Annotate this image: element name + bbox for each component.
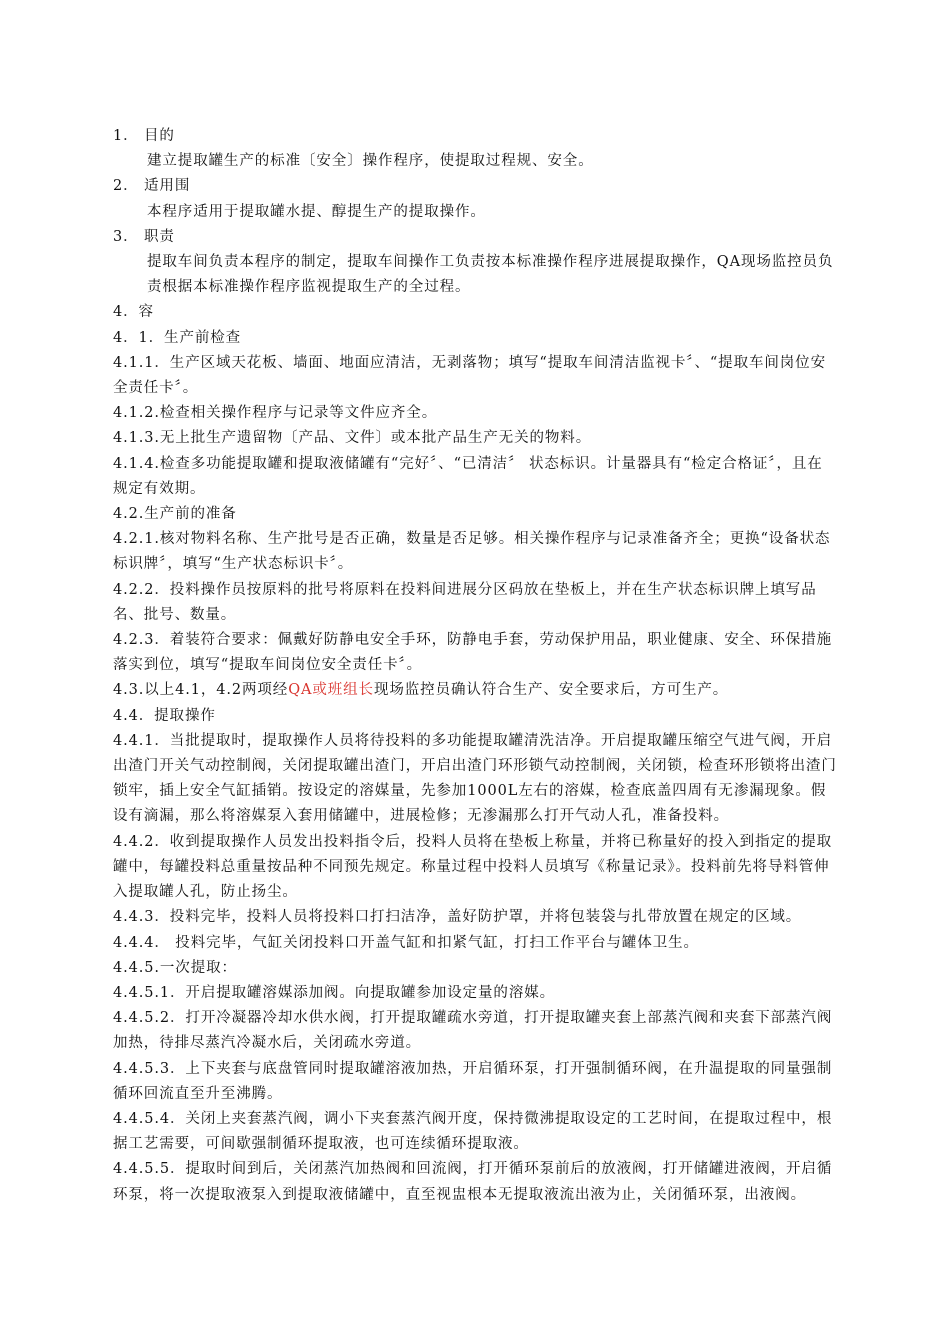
section-heading-scope: 2． 适用围 [113,178,191,195]
paragraph-4-3 [113,678,837,703]
paragraph-responsibility: 提取车间负责本程序的制定，提取车间操作工负责按本标准操作程序进展提取操作，QA现场监控员负责根据本标准操作程序监视提取生产的全过程。 [147,254,834,296]
paragraph-4-2-3: 4.2.3．着装符合要求：佩戴好防静电安全手环，防静电手套，劳动保护用品，职业健康、安全、环保措施落实到位，填写“提取车间岗位安全责任卡〞。 [113,632,832,674]
section-heading-responsibility: 3． 职责 [113,228,175,245]
subheading-4-2: 4.2.生产前的准备 [113,506,237,523]
highlighted-qa-text: QA或班组长 [288,682,374,699]
paragraph-scope: 本程序适用于提取罐水提、醇提生产的提取操作。 [147,203,486,220]
paragraph-4-4-5-4: 4.4.5.4．关闭上夹套蒸汽阀，调小下夹套蒸汽阀开度，保持微沸提取设定的工艺时间，在提取过程中，根据工艺需要，可间歇强制循环提取液，也可连续循环提取液。 [113,1110,833,1153]
paragraph-4-2-1: 4.2.1.核对物料名称、生产批号是否正确，数量是否足够。相关操作程序与记录准备齐全；更换“设备状态标识牌〞，填写“生产状态标识卡〞。 [113,531,831,573]
paragraph-4-4-5-2: 4.4.5.2．打开冷凝器冷却水供水阀，打开提取罐疏水旁道，打开提取罐夹套上部蒸汽阀和夹套下部蒸汽阀加热，待排尽蒸汽冷凝水后，关闭疏水旁道。 [113,1010,833,1052]
paragraph-4-4-1: 4.4.1．当批提取时，提取操作人员将待投料的多功能提取罐清洗洁净。开启提取罐压缩空气进气阀，开启出渣门开关气动控制阀，关闭提取罐出渣门，开启出渣门环形锁气动控制阀，关闭锁，检查环形锁将出渣门锁牢，插上安全气缸插销。按设定的溶媒量，先参加1000L左右的溶媒，检查底盖四周有无渗漏现象。假设有滴漏，那么将溶媒泵入套用储罐中，进展检修；无渗漏那么打开气动人孔，准备投料。 [113,732,837,825]
paragraph-4-3-text-after: 现场监控员确认符合生产、安全要求后，方可生产。 [373,682,729,699]
paragraph-4-1-2: 4.1.2.检查相关操作程序与记录等文件应齐全。 [113,405,438,422]
paragraph-4-4-3: 4.4.3．投料完毕，投料人员将投料口打扫洁净，盖好防护罩，并将包装袋与扎带放置在规定的区域。 [113,909,802,926]
subheading-4-4-5: 4.4.5.一次提取： [113,959,237,976]
paragraph-4-2-2: 4.2.2．投料操作员按原料的批号将原料在投料间进展分区码放在垫板上，并在生产状态标识牌上填写品名、批号、数量。 [113,581,817,623]
paragraph-4-4-5-5: 4.4.5.5．提取时间到后，关闭蒸汽加热阀和回流阀，打开循环泵前后的放液阀，打开储罐进液阀，开启循环泵，将一次提取液泵入到提取液储罐中，直至视盅根本无提取液流出液为止，关闭循环泵，出液阀。 [113,1161,833,1203]
subheading-4-4: 4.4．提取操作 [113,707,216,724]
paragraph-4-3-text-before: 4.3.以上4.1，4.2两项经 [113,682,289,699]
paragraph-4-1-1: 4.1.1．生产区域天花板、墙面、地面应清洁，无剥落物；填写“提取车间清洁监视卡〞、“提取车间岗位安全责任卡〞。 [113,354,826,397]
paragraph-4-4-2: 4.4.2．收到提取操作人员发出投料指令后，投料人员将在垫板上称量，并将已称量好的投入到指定的提取罐中，每罐投料总重量按品种不同预先规定。称量过程中投料人员填写《称量记录》。投料前先将导料管伸入提取罐人孔，防止扬尘。 [113,833,832,901]
subheading-4-1: 4．1．生产前检查 [113,329,242,346]
paragraph-4-4-5-1: 4.4.5.1．开启提取罐溶媒添加阀。向提取罐参加设定量的溶媒。 [113,984,556,1001]
paragraph-4-4-5-3: 4.4.5.3．上下夹套与底盘管同时提取罐溶液加热，开启循环泵，打开强制循环阀，在升温提取的同量强制循环回流直至升至沸腾。 [113,1060,833,1102]
paragraph-4-1-3: 4.1.3.无上批生产遗留物〔产品、文件〕或本批产品生产无关的物料。 [113,430,592,447]
paragraph-purpose: 建立提取罐生产的标准〔安全〕操作程序，使提取过程规、安全。 [147,153,594,170]
section-heading-purpose: 1． 目的 [113,128,175,144]
paragraph-4-1-4: 4.1.4.检查多功能提取罐和提取液储罐有“完好〞、“已清洁〞 状态标识。计量器具有“检定合格证〞，且在规定有效期。 [113,455,823,497]
paragraph-4-4-4: 4.4.4． 投料完毕，气缸关闭投料口开盖气缸和扣紧气缸，打扫工作平台与罐体卫生。 [113,934,699,951]
document-body [113,124,837,1208]
section-heading-content: 4．容 [113,304,154,321]
